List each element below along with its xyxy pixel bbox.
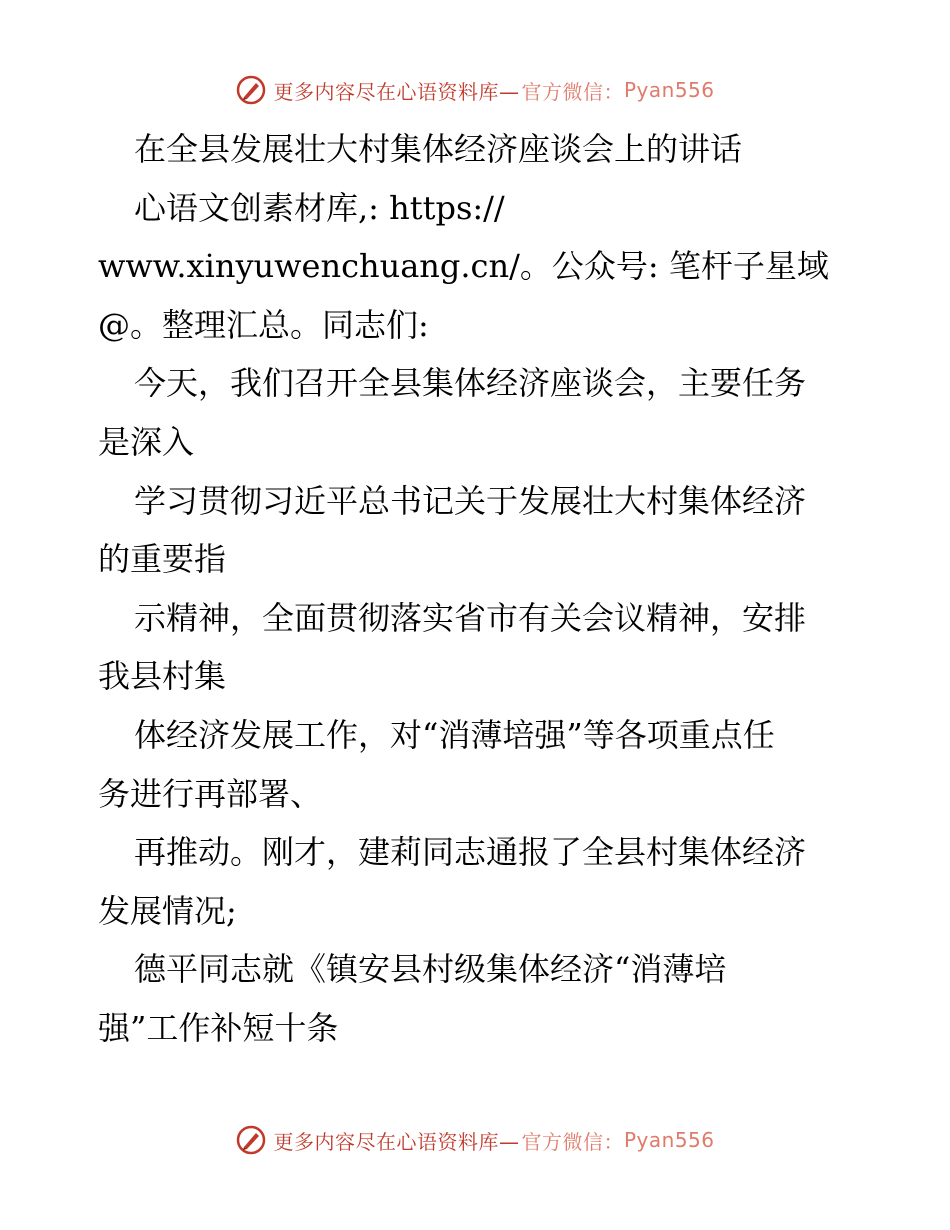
text-line: 今天，我们召开全县集体经济座谈会，主要任务	[134, 364, 807, 403]
text-line: 我县村集	[98, 657, 227, 696]
pen-logo-icon	[235, 74, 267, 106]
text-line: 是深入	[98, 422, 195, 461]
banner-wechat-label: 官方微信：	[521, 79, 624, 104]
banner-wechat-label: 官方微信：	[521, 1129, 624, 1154]
text-line: 学习贯彻习近平总书记关于发展壮大村集体经济	[134, 481, 807, 520]
text-line: 的重要指	[98, 540, 227, 579]
banner-wechat-account: Pyan556	[623, 78, 715, 102]
text-line: www.xinyuwenchuang.cn/。公众号: 笔杆子星域	[98, 247, 829, 286]
banner-text: 更多内容尽在心语资料库—	[273, 79, 520, 104]
banner-text: 更多内容尽在心语资料库—	[273, 1129, 520, 1154]
document-title: 在全县发展壮大村集体经济座谈会上的讲话	[134, 130, 743, 168]
text-line: 示精神，全面贯彻落实省市有关会议精神，安排	[134, 598, 807, 637]
footer-banner	[0, 1122, 950, 1158]
text-line: 再推动。刚才，建莉同志通报了全县村集体经济	[134, 833, 807, 872]
text-line: 发展情况;	[98, 891, 237, 930]
banner-wechat-account: Pyan556	[623, 1128, 715, 1152]
text-line: 体经济发展工作，对“消薄培强”等各项重点任	[134, 715, 775, 754]
text-line: @。整理汇总。同志们:	[98, 305, 429, 344]
header-banner	[0, 72, 950, 108]
text-line: 强”工作补短十条	[98, 1008, 339, 1047]
text-line: 务进行再部署、	[98, 774, 323, 813]
pen-logo-icon	[235, 1124, 267, 1156]
text-line: 德平同志就《镇安县村级集体经济“消薄培	[134, 950, 727, 989]
document-body	[98, 120, 858, 1058]
text-line: 心语文创素材库,: https://	[134, 188, 505, 227]
